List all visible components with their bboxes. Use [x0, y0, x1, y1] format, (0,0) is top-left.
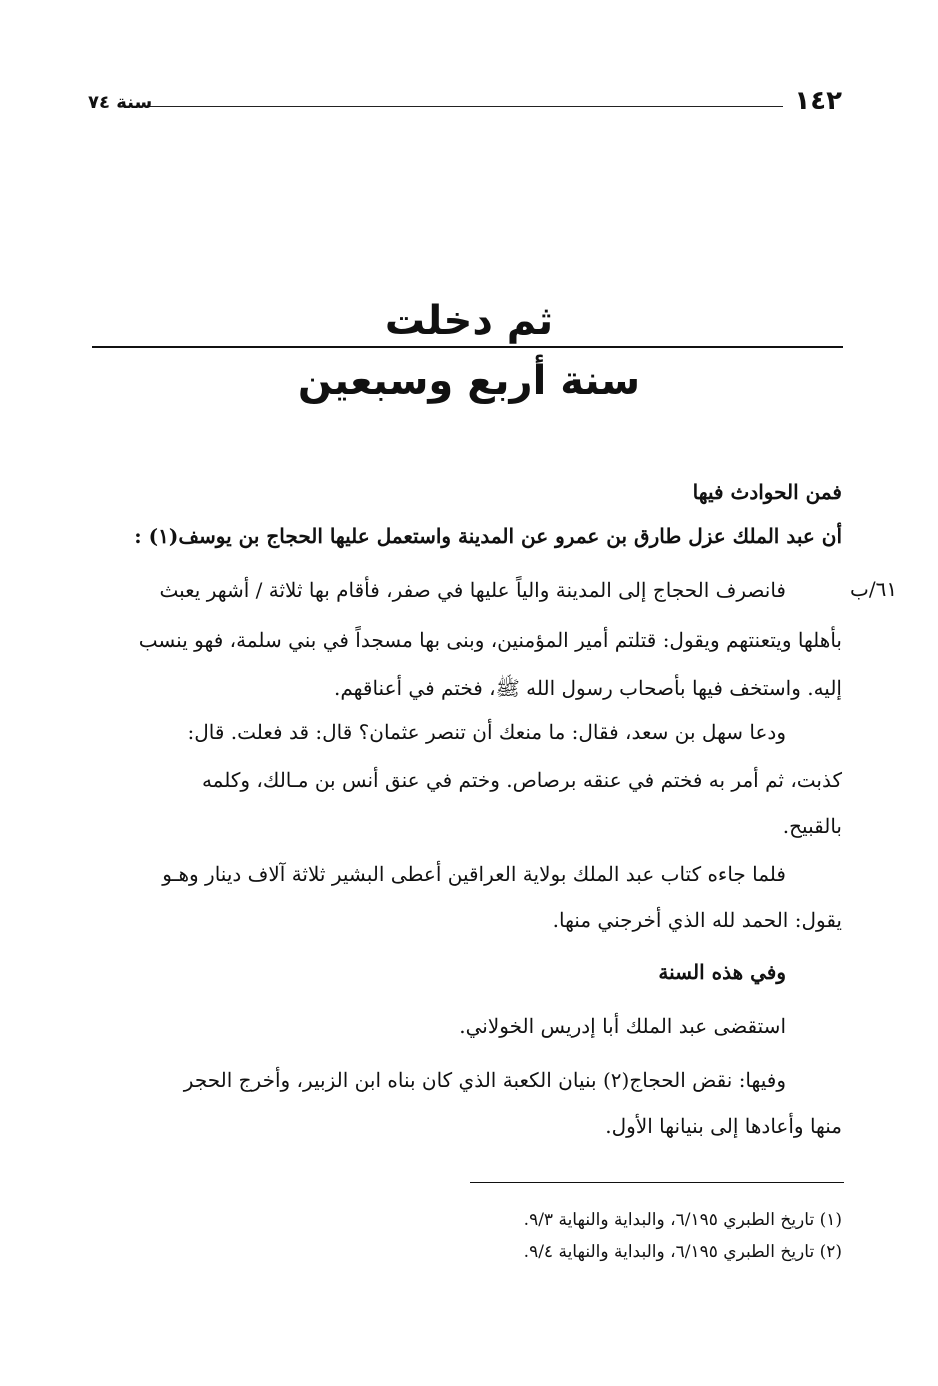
header-rule [145, 106, 783, 107]
chapter-heading-rule [92, 346, 843, 348]
margin-folio-note: ٦١/ب [850, 577, 898, 601]
page-number: ١٤٢ [794, 86, 842, 116]
paragraph-line: بأهلها ويتعنتهم ويقول: قتلتم أمير المؤمنين، وبنى بها مسجداً في بني سلمة، فهو ينسب [138, 628, 842, 652]
chapter-heading-line1: ثم دخلت [384, 298, 554, 344]
footnote: (١) تاريخ الطبري ٦/١٩٥، والبداية والنهاية ٩/٣. [523, 1210, 842, 1230]
footnote: (٢) تاريخ الطبري ٦/١٩٥، والبداية والنهاية ٩/٤. [523, 1242, 842, 1262]
paragraph-line: وفيها: نقض الحجاج(٢) بنيان الكعبة الذي كان بناه ابن الزبير، وأخرج الحجر [183, 1068, 786, 1092]
section-subheading: وفي هذه السنة [658, 960, 786, 984]
footnote-rule [470, 1182, 844, 1183]
running-title: سنة ٧٤ [88, 92, 153, 113]
paragraph-line: استقضى عبد الملك أبا إدريس الخولاني. [459, 1014, 786, 1038]
paragraph-lead: أن عبد الملك عزل طارق بن عمرو عن المدينة واستعمل عليها الحجاج بن يوسف(١) : [134, 524, 842, 548]
paragraph-line: إليه. واستخف فيها بأصحاب رسول الله ﷺ، فختم في أعناقهم. [334, 676, 842, 700]
paragraph-line: فلما جاءه كتاب عبد الملك بولاية العراقين أعطى البشير ثلاثة آلاف دينار وهـو [162, 862, 786, 886]
paragraph-line: فانصرف الحجاج إلى المدينة والياً عليها في صفر، فأقام بها ثلاثة / أشهر يعبث [159, 578, 786, 602]
paragraph-line: بالقبيح. [782, 814, 842, 838]
paragraph-line: يقول: الحمد لله الذي أخرجني منها. [552, 908, 842, 932]
paragraph-line: منها وأعادها إلى بنيانها الأول. [605, 1114, 842, 1138]
section-subheading: فمن الحوادث فيها [692, 480, 842, 504]
paragraph-line: ودعا سهل بن سعد، فقال: ما منعك أن تنصر عثمان؟ قال: قد فعلت. قال: [187, 720, 786, 744]
paragraph-line: كذبت، ثم أمر به فختم في عنقه برصاص. وختم في عنق أنس بن مـالك، وكلمه [201, 768, 842, 792]
chapter-heading-line2: سنة أربع وسبعين [297, 358, 641, 404]
